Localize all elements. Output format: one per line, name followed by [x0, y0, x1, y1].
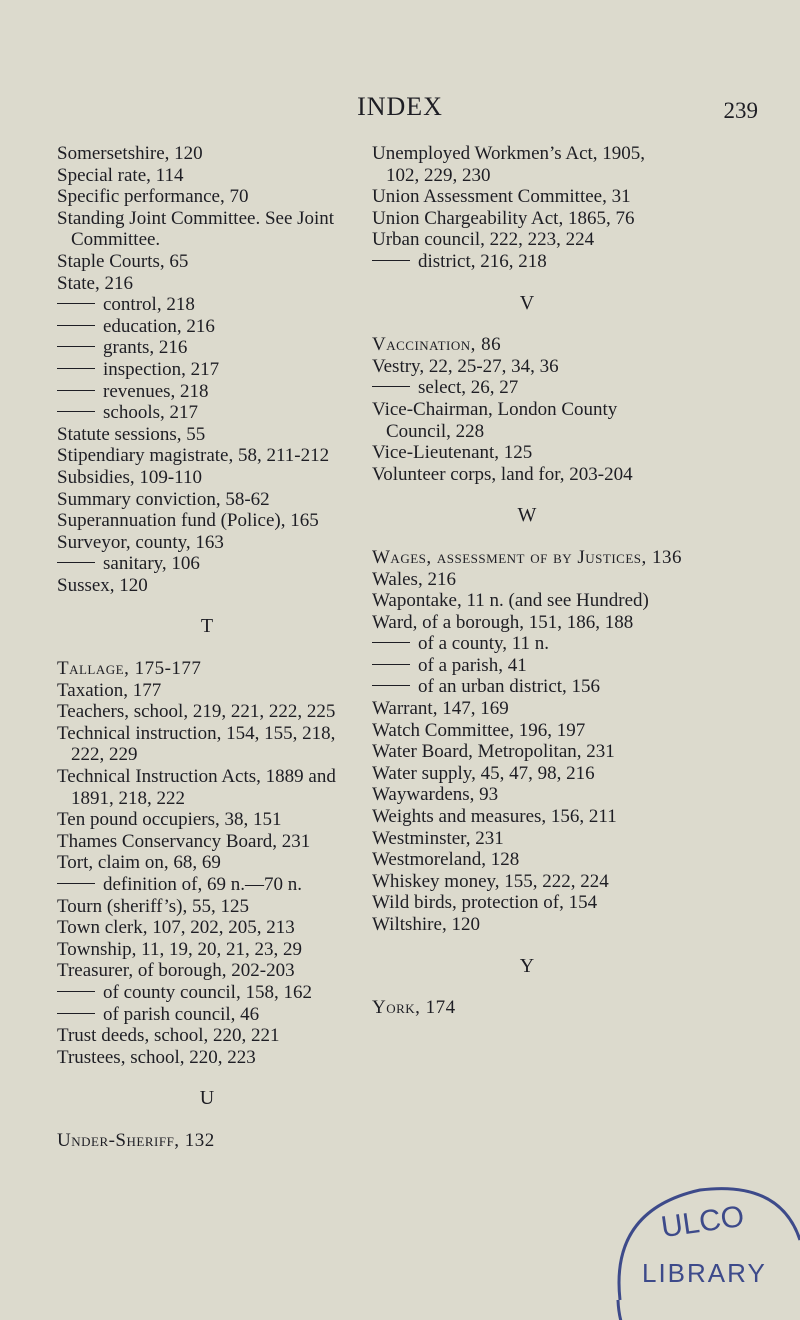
entry-text: Under-Sheriff, 132	[57, 1129, 215, 1151]
entry-text: Waywardens, 93	[372, 784, 499, 806]
index-subentry	[57, 316, 357, 338]
index-entry	[372, 698, 682, 720]
entry-text: of county council, 158, 162	[103, 981, 312, 1003]
index-entry	[57, 658, 357, 680]
section-letter: W	[517, 504, 537, 527]
entry-text: Superannuation fund (Police), 165	[57, 510, 319, 532]
index-entry	[57, 809, 357, 831]
entry-text: Water supply, 45, 47, 98, 216	[372, 762, 595, 784]
entry-text: Tallage, 175-177	[57, 658, 202, 680]
index-entry	[57, 532, 357, 554]
entry-text: schools, 217	[103, 402, 198, 424]
index-entry	[372, 871, 682, 893]
entry-text: Union Assessment Committee, 31	[372, 186, 631, 208]
entry-text: Teachers, school, 219, 221, 222, 225	[57, 701, 336, 723]
index-subentry	[57, 874, 357, 896]
index-entry	[372, 547, 682, 569]
index-entry	[372, 914, 682, 936]
stamp-top-text: ULCO	[659, 1199, 747, 1245]
section-letter: T	[200, 615, 214, 638]
index-entry	[57, 723, 357, 766]
index-subentry	[57, 553, 357, 575]
entry-text: education, 216	[103, 315, 215, 337]
index-subentry	[372, 676, 682, 698]
index-entry	[57, 510, 357, 532]
entry-text: Staple Courts, 65	[57, 250, 189, 272]
index-entry	[57, 960, 357, 982]
index-entry	[57, 575, 357, 597]
entry-text: Warrant, 147, 169	[372, 698, 509, 720]
index-entry	[372, 741, 682, 763]
index-entry	[57, 165, 357, 187]
entry-text: inspection, 217	[103, 358, 220, 380]
page-header-title: INDEX	[357, 92, 443, 121]
index-entry	[57, 1047, 357, 1069]
entry-text: Wiltshire, 120	[372, 914, 480, 935]
entry-text: Vaccination, 86	[372, 334, 502, 356]
index-entry	[372, 186, 682, 208]
index-subentry	[372, 633, 682, 655]
index-entry	[372, 356, 682, 378]
index-entry	[57, 852, 357, 874]
index-entry	[372, 208, 682, 230]
index-entry	[57, 143, 357, 165]
entry-text: Vice-Chairman, London County Council, 228	[372, 398, 618, 442]
index-entry	[57, 939, 357, 961]
entry-text: Wales, 216	[372, 568, 456, 590]
entry-text: Wapontake, 11 n. (and see Hundred)	[372, 590, 649, 612]
index-entry	[57, 766, 357, 809]
index-subentry	[372, 251, 682, 273]
stamp-main-text: LIBRARY	[642, 1258, 767, 1288]
index-subentry	[57, 337, 357, 359]
index-entry	[57, 251, 357, 273]
index-entry	[57, 445, 357, 467]
index-entry	[57, 831, 357, 853]
entry-text: State, 216	[57, 272, 133, 294]
entry-text: Technical Instruction Acts, 1889 and 1891, 218, 222	[57, 766, 336, 809]
index-entry	[372, 806, 682, 828]
entry-text: Taxation, 177	[57, 679, 162, 701]
entry-text: Specific performance, 70	[57, 186, 249, 208]
entry-text: Vestry, 22, 25-27, 34, 36	[372, 355, 559, 377]
index-subentry	[57, 982, 357, 1004]
entry-text: Subsidies, 109-110	[57, 466, 202, 488]
index-entry	[372, 399, 682, 442]
entry-text: sanitary, 106	[103, 553, 200, 575]
entry-text: Wages, assessment of by Justices, 136	[372, 546, 683, 568]
index-subentry	[57, 1004, 357, 1026]
section-letter: Y	[519, 954, 535, 977]
index-entry	[372, 784, 682, 806]
entry-text: Trustees, school, 220, 223	[57, 1046, 256, 1068]
entry-text: revenues, 218	[103, 380, 209, 402]
index-entry	[372, 590, 682, 612]
index-entry	[57, 186, 357, 208]
entry-text: Sussex, 120	[57, 574, 148, 596]
index-entry	[372, 720, 682, 742]
entry-text: Weights and measures, 156, 211	[372, 806, 617, 828]
entry-text: Tourn (sheriff’s), 55, 125	[57, 895, 249, 917]
entry-text: definition of, 69 n.—70 n.	[103, 874, 302, 895]
entry-text: of a county, 11 n.	[418, 633, 550, 655]
entry-text: Whiskey money, 155, 222, 224	[372, 870, 609, 892]
entry-text: of a parish, 41	[418, 654, 527, 676]
entry-text: York, 174	[372, 997, 456, 1019]
index-entry	[57, 680, 357, 702]
entry-text: Watch Committee, 196, 197	[372, 719, 586, 741]
entry-text: Vice-Lieutenant, 125	[372, 442, 533, 464]
index-entry	[372, 569, 682, 591]
entry-text: Union Chargeability Act, 1865, 76	[372, 207, 635, 229]
index-column-left	[57, 143, 357, 1152]
entry-text: Ward, of a borough, 151, 186, 188	[372, 611, 634, 633]
entry-text: Unemployed Workmen’s Act, 1905, 102, 229, 230	[372, 143, 646, 186]
entry-text: Special rate, 114	[57, 164, 184, 186]
entry-text: Treasurer, of borough, 202-203	[57, 960, 295, 982]
entry-text: Technical instruction, 154, 155, 218, 222, 229	[57, 722, 336, 766]
index-entry	[57, 489, 357, 511]
entry-text: of parish council, 46	[103, 1003, 260, 1025]
library-stamp	[590, 1170, 800, 1320]
entry-text: control, 218	[103, 294, 195, 316]
index-entry	[57, 467, 357, 489]
section-letter: V	[519, 291, 535, 314]
entry-text: Statute sessions, 55	[57, 423, 206, 445]
entry-text: Somersetshire, 120	[57, 143, 203, 164]
index-entry	[372, 334, 682, 356]
page-number: 239	[723, 98, 758, 123]
entry-text: Town clerk, 107, 202, 205, 213	[57, 917, 295, 939]
entry-text: Stipendiary magistrate, 58, 211-212	[57, 445, 330, 467]
index-subentry	[372, 377, 682, 399]
entry-text: Trust deeds, school, 220, 221	[57, 1025, 280, 1047]
entry-text: Standing Joint Committee. See Joint Committee.	[57, 207, 335, 251]
index-entry	[372, 892, 682, 914]
entry-text: grants, 216	[103, 337, 188, 359]
index-subentry	[57, 402, 357, 424]
index-entry	[372, 612, 682, 634]
index-subentry	[57, 381, 357, 403]
entry-text: Westmoreland, 128	[372, 849, 520, 871]
index-entry	[372, 997, 682, 1019]
index-entry	[372, 763, 682, 785]
index-entry	[372, 229, 682, 251]
entry-text: Township, 11, 19, 20, 21, 23, 29	[57, 938, 302, 960]
entry-text: Westminster, 231	[372, 827, 504, 849]
entry-text: Wild birds, protection of, 154	[372, 892, 598, 914]
section-letter: U	[199, 1087, 215, 1110]
entry-text: Thames Conservancy Board, 231	[57, 830, 311, 852]
entry-text: Urban council, 222, 223, 224	[372, 229, 595, 251]
index-column-right	[372, 143, 682, 1019]
entry-text: of an urban district, 156	[418, 676, 601, 698]
index-entry	[57, 1130, 357, 1152]
entry-text: Water Board, Metropolitan, 231	[372, 741, 615, 763]
index-entry	[57, 424, 357, 446]
index-entry	[372, 442, 682, 464]
index-entry	[57, 273, 357, 295]
index-entry	[57, 917, 357, 939]
index-entry	[372, 143, 682, 186]
index-entry	[57, 208, 357, 251]
entry-text: Ten pound occupiers, 38, 151	[57, 809, 282, 831]
index-subentry	[57, 359, 357, 381]
index-subentry	[57, 294, 357, 316]
index-entry	[372, 464, 682, 486]
index-entry	[57, 701, 357, 723]
entry-text: Summary conviction, 58-62	[57, 488, 270, 510]
index-entry	[372, 828, 682, 850]
index-subentry	[372, 655, 682, 677]
index-entry	[57, 1025, 357, 1047]
entry-text: select, 26, 27	[418, 377, 519, 399]
index-entry	[372, 849, 682, 871]
entry-text: Tort, claim on, 68, 69	[57, 852, 221, 874]
index-entry	[57, 896, 357, 918]
entry-text: district, 216, 218	[418, 250, 547, 272]
entry-text: Volunteer corps, land for, 203-204	[372, 463, 633, 485]
entry-text: Surveyor, county, 163	[57, 531, 224, 553]
